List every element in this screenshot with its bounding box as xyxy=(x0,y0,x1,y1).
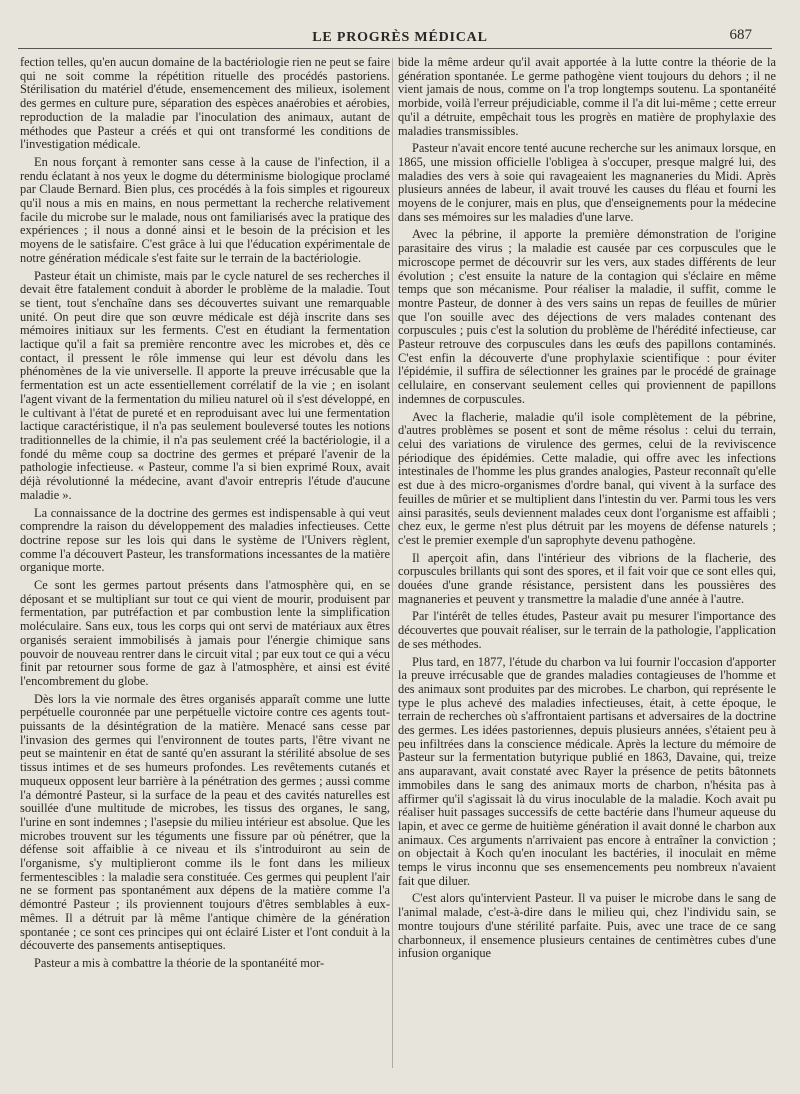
paragraph: Pasteur a mis à combattre la théorie de la spontanéité mor- xyxy=(34,956,325,970)
paragraph: Avec la pébrine, il apporte la première démonstration de l'origine parasitaire des virus ; la maladie est causée par ces corpuscules que le microscope permet de découvrir sur les vers, aux stades différents de leur évolution ; c'est ensuite la nature de la contagion qui s'éclaire en même temps que son mécanisme. Pour réaliser la maladie, il suffit, comme le montre Pasteur, de donner à des vers sains un repas de feuilles de mûrier que l'on souille avec des déjections de vers malades contenant des corpuscules ; puis c'est la solution du problème de l'hérédité infectieuse, car Pasteur retrouve des corpuscules dans les œufs des papillons contaminés. C'est enfin la découverte d'une prophylaxie scientifique : pour éviter l'épidémie, il suffira de sélectionner les graines par le procédé de grainage cellulaire, en conservant seulement celles qui proviennent de papillons indemnes de corpuscules. xyxy=(398,227,776,406)
paragraph: C'est alors qu'intervient Pasteur. Il va puiser le microbe dans le sang de l'animal malade, c'est-à-dire dans le milieu qui, chez l'individu sain, se montre toujours d'une stérilité parfaite. Puis, avec une trace de ce sang charbonneux, il ensemence plusieurs centaines de centimètres cubes d'une infusion organique xyxy=(398,891,776,961)
paragraph: Avec la flacherie, maladie qu'il isole complètement de la pébrine, d'autres problèmes se posent et sont de même résolus : celui du terrain, celui des variations de virulence des germes, celui de la reviviscence périodique des épidémies. Cette maladie, qui offre avec les infections intestinales de l'homme les plus grandes analogies, Pasteur reconnaît qu'elle est due à des micro-organismes d'ordre banal, qui vivent à la surface des feuilles de mûrier et se multiplient dans l'intestin du ver. Parmi tous les vers ainsi parasités, seuls deviennent malades ceux dont l'organisme est affaibli ; chez eux, le germe n'est plus détruit par les moyens de défense naturels ; c'est le premier exemple d'un saprophyte devenu pathogène. xyxy=(398,409,776,547)
paragraph: bide la même ardeur qu'il avait apportée à la lutte contre la théorie de la génération spontanée. Le germe pathogène vient toujours du dehors ; il ne vient jamais de nous, comme on l'a trop longtemps soutenu. La spontanéité morbide, voilà l'erreur préjudiciable, comme il l'a dit lui-même ; cette erreur qu'il a détruite, empêchait tous les progrès en matière de prophylaxie des maladies transmissibles. xyxy=(398,55,776,138)
paragraph: Ce sont les germes partout présents dans l'atmosphère qui, en se déposant et se multipliant sur tout ce qui vient de mourir, produisent par fermentation, par putréfaction et par combustion lente la simplification moléculaire. Sans eux, tous les corps qui ont servi de matériaux aux êtres organisés seraient immobilisés à jamais pour l'énergie chimique sans pouvoir de nouveau rentrer dans le circuit vital ; par eux tout ce qui a vécu finit par retourner sous forme de gaz à l'atmosphère, et ainsi est évité l'encombrement du globe. xyxy=(20,578,390,688)
right-column xyxy=(398,56,776,965)
page-header xyxy=(0,0,800,50)
paragraph: Il aperçoit afin, dans l'intérieur des vibrions de la flacherie, des corpuscules brillants qui sont des spores, et il fait voir que ce sont elles qui, douées d'une grande résistance, persistent dans les poussières des magnaneries et peuvent y transmettre la maladie d'une année à l'autre. xyxy=(398,550,776,606)
paragraph: Par l'intérêt de telles études, Pasteur avait pu mesurer l'importance des découvertes que pouvait réaliser, sur le terrain de la pathologie, l'application de ses méthodes. xyxy=(398,609,776,651)
column-divider xyxy=(392,58,393,1068)
paragraph: Plus tard, en 1877, l'étude du charbon va lui fournir l'occasion d'apporter la preuve irrécusable que de grandes maladies contagieuses de l'homme et des animaux sont produites par des microbes. Le charbon, qui représente le type le plus achevé des maladies infectieuses, était, à cette époque, le terrain de recherches où s'affrontaient partisans et adversaires de la doctrine des germes. Les idées pastoriennes, depuis plusieurs années, s'étaient peu à peu infiltrées dans la conscience médicale. Après la lecture du mémoire de Pasteur sur la fermentation butyrique publié en 1863, Davaine, qui, treize ans auparavant, avait constaté avec Rayer la présence de petits bâtonnets immobiles dans le sang des animaux morts de charbon, n'hésita pas à affirmer qu'il s'agissait là du virus inoculable de la maladie. Koch avait pu réaliser huit passages successifs de cette bactérie dans l'humeur aqueuse du lapin, et avec ce germe de huitième génération il avait donné le charbon aux animaux. Ces arguments n'arrivaient pas encore à entraîner la conviction ; on objectait à Koch qu'en inoculant les bactéries, il inoculait en même temps le virus inconnu que ses ensemencements peu nombreux n'avaient fait que diluer. xyxy=(398,654,776,888)
paragraph: fection telles, qu'en aucun domaine de la bactériologie rien ne peut se faire qui ne soit comme la répétition rituelle des procédés pastoriens. Stérilisation du matériel d'étude, ensemencement des milieux, isolement des germes en culture pure, séparation des espèces anaérobies et aérobies, reproduction de la maladie par l'inoculation des animaux, autant de méthodes que Pasteur a créés et qui ont transformé les conditions de l'investigation médicale. xyxy=(20,55,391,152)
paragraph: Pasteur était un chimiste, mais par le cycle naturel de ses recherches il devait être fatalement conduit à aborder le problème de la maladie. Tout se tient, tout s'enchaîne dans ses découvertes suivant une remarquable unité. On peut dire que son œuvre médicale est déjà inscrite dans ses mémoires initiaux sur les ferments. C'est en étudiant la fermentation lactique qu'il a fait sa première rencontre avec les microbes et, dès ce contact, il pressent le rôle immense qui leur est dévolu dans les phénomènes de la vie universelle. Il apporte la preuve irrécusable que la fermentation est un acte essentiellement corrélatif de la vie ; en isolant l'agent vivant de la fermentation du milieu naturel où il s'est développé, en le cultivant à l'état de pureté et en reproduisant avec lui une fermentation lactique caractéristique, il n'a pas seulement bouleversé toutes les notions traditionnelles de la chimie, il n'a pas seulement créé la bactériologie, il a fondé du même coup sa doctrine des germes et préparé l'avenir de la pathologie infectieuse. « Pasteur, comme l'a si bien exprimé Roux, avait déjà révolutionné la médecine, avant d'avoir entrepris l'étude d'aucune maladie ». xyxy=(20,268,390,502)
header-rule xyxy=(18,48,772,49)
paragraph: La connaissance de la doctrine des germes est indispensable à qui veut comprendre la raison du développement des maladies infectieuses. Cette doctrine repose sur les lois qui dans le système de l'Univers règlent, comme l'a découvert Pasteur, les transformations incessantes de la matière organique morte. xyxy=(20,505,390,575)
journal-title: LE PROGRÈS MÉDICAL xyxy=(312,30,488,45)
paragraph: En nous forçant à remonter sans cesse à la cause de l'infection, il a rendu éclatant à nos yeux le dogme du déterminisme biologique proclamé par Claude Bernard. Bien plus, ces procédés à la fois simples et rigoureux qu'il nous a mis en mains, en nous permettant la recherche relativement facile du microbe sur le malade, nous ont familiarisés avec la pratique des expériences ; il nous a donné ainsi et le besoin de la précision et les moyens de le satisfaire. C'est grâce à lui que l'éducation expérimentale de notre génération médicale s'est faite sur le terrain de la bactériologie. xyxy=(20,154,390,265)
left-column xyxy=(20,56,390,975)
paragraph: Dès lors la vie normale des êtres organisés apparaît comme une lutte perpétuelle couronnée par une perpétuelle victoire contre ces agents tout-puissants de la désintégration de la matière. Menacé sans cesse par l'invasion des germes qui l'environnent de toutes parts, l'être vivant ne peut se maintenir en état de santé qu'en assurant la stérilité absolue de ses tissus intimes et de ses humeurs profondes. Les revêtements cutanés et muqueux opposent leur barrière à la pénétration des germes ; aussi comme l'a démontré Pasteur, si la surface de la peau et des cavités naturelles est souillée d'une multitude de microbes, les tissus des organes, le sang, l'urine en sont indemnes ; l'asepsie du milieu intérieur est absolue. Que les microbes trouvent sur les téguments une fissure par où pénétrer, que la défense soit affaiblie à ce niveau et ils s'introduiront au sein de l'organisme, s'y multiplieront comme ils le font dans les milieux fermentescibles : la maladie sera constituée. Ces germes qui peuplent l'air ne se forment pas spontanément aux dépens de la matière comme l'a démontré Pasteur ; ils proviennent toujours d'êtres semblables à eux-mêmes. Il a détruit par là même l'antique chimère de la génération spontanée ; ce sont ces principes qui ont éclairé Lister et l'ont conduit à la découverte des pansements antiseptiques. xyxy=(20,691,390,953)
page-number: 687 xyxy=(729,27,752,43)
paragraph: Pasteur n'avait encore tenté aucune recherche sur les animaux lorsque, en 1865, une mission officielle l'obligea à s'occuper, presque malgré lui, des maladies des vers à soie qui ravageaient les magnaneries du Midi. Après plusieurs années de labeur, il avait trouvé les causes du fléau et fourni les moyens de le conjurer, mais en plus, que d'enseignements pour la médecine dans ses mémoires sur les maladies d'une larve. xyxy=(398,141,776,224)
